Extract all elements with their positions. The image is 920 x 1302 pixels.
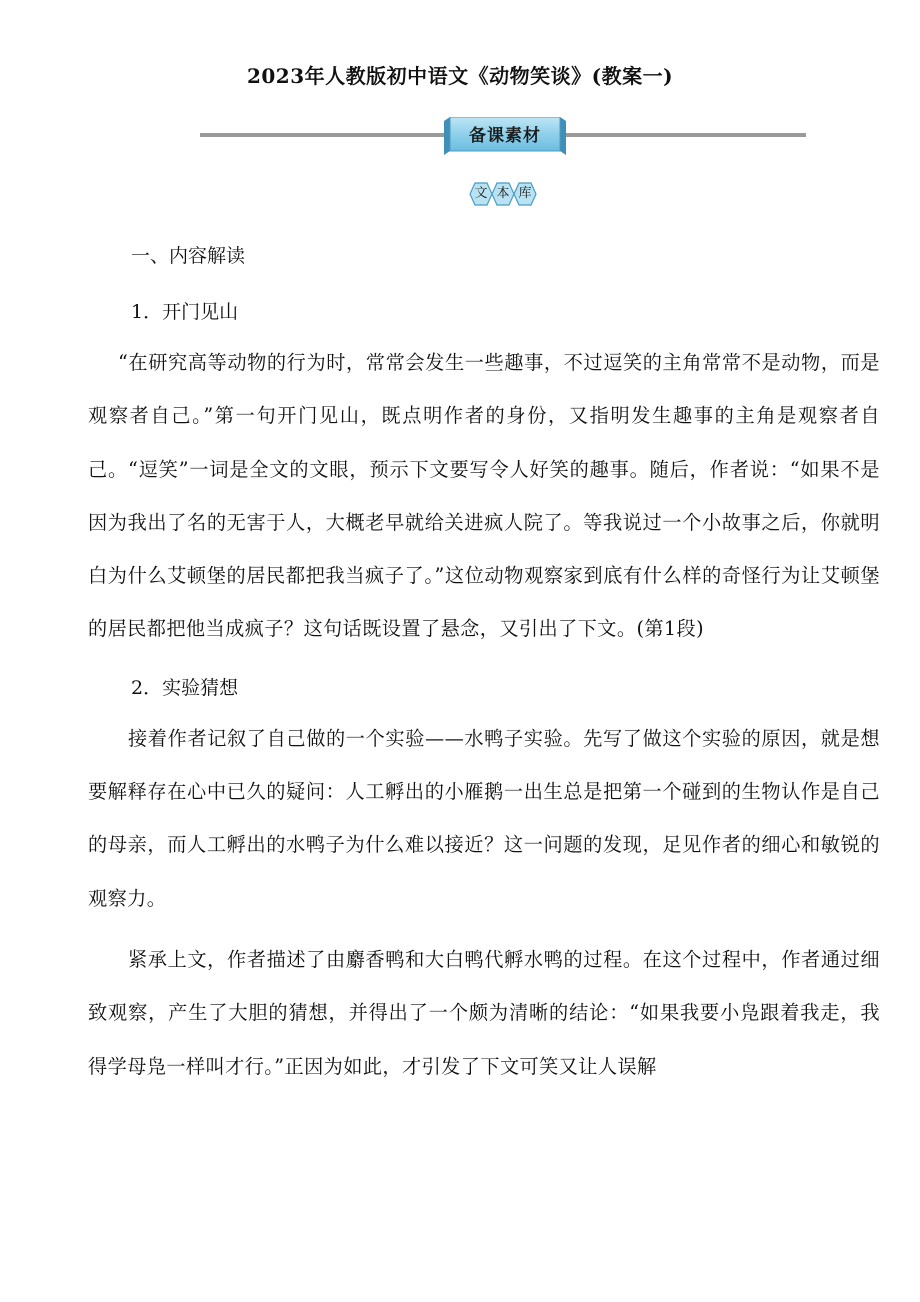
paragraph-experiment-2: 紧承上文，作者描述了由麝香鸭和大白鸭代孵水鸭的过程。在这个过程中，作者通过细致观察，产生了大胆的猜想，并得出了一个颇为清晰的结论：“如果我要小凫跟着我走，我得学母凫一样叫才行。”正因为如此，才引发了下文可笑又让人误解	[88, 947, 880, 1078]
section-heading-experiment: 2．实验猜想	[131, 676, 239, 699]
badge-hex-1	[469, 182, 493, 206]
badge-char-1: 文	[474, 186, 488, 201]
badge-char-2: 本	[496, 186, 510, 201]
paragraph-opening: “在研究高等动物的行为时，常常会发生一些趣事，不过逗笑的主角常常不是动物，而是观察者自己。”第一句开门见山，既点明作者的身份，又指明发生趣事的主角是观察者自己。“逗笑”一词是全文的文眼，预示下文要写令人好笑的趣事。随后，作者说：“如果不是因为我出了名的无害于人，大概老早就给关进疯人院了。等我说过一个小故事之后，你就明白为什么艾顿堡的居民都把我当疯子了。”这位动物观察家到底有什么样的奇怪行为让艾顿堡的居民都把他当成疯子？这句话既设置了悬念，又引出了下文。(第1段)	[88, 351, 880, 641]
banner-tab	[444, 117, 566, 155]
paragraph-experiment-1: 接着作者记叙了自己做的一个实验——水鸭子实验。先写了做这个实验的原因，就是想要解释存在心中已久的疑问：人工孵出的小雁鹅一出生总是把第一个碰到的生物认作是自己的母亲，而人工孵出的水鸭子为什么难以接近？这一问题的发现，足见作者的细心和敏锐的观察力。	[88, 726, 880, 910]
document-body	[88, 232, 880, 1093]
badge-char-3: 库	[518, 186, 532, 201]
section-heading-opening: 1．开门见山	[131, 301, 239, 323]
text-library-badge	[469, 182, 535, 208]
section-heading-content-reading: 一、内容解读	[131, 245, 246, 267]
section-banner	[200, 114, 806, 158]
badge-hex-2	[491, 182, 515, 206]
badge-hex-3	[513, 182, 537, 206]
banner-label: 备课素材	[469, 126, 541, 146]
document-title: 2023年人教版初中语文《动物笑谈》(教案一)	[246, 64, 674, 88]
